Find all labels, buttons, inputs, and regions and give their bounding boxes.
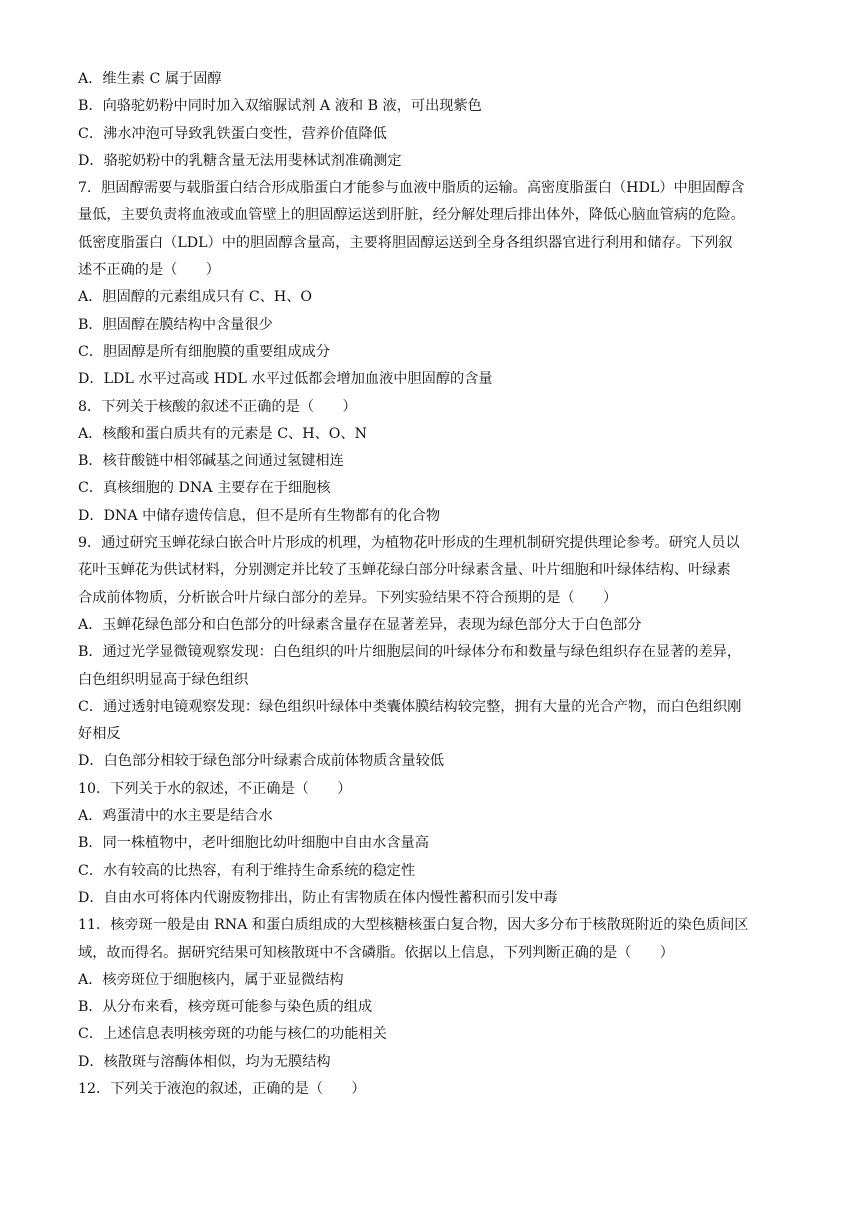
question-10 <box>78 776 792 912</box>
option-a: A．核旁斑位于细胞核内，属于亚显微结构 <box>78 971 344 988</box>
option-b-continued: 白色组织明显高于绿色组织 <box>78 671 249 688</box>
option-a: A．维生素 C 属于固醇 <box>78 71 222 87</box>
option-b: B．从分布来看，核旁斑可能参与染色质的组成 <box>78 999 373 1016</box>
question-text: 8．下列关于核酸的叙述不正确的是（ ） <box>78 398 357 415</box>
question-text: 述不正确的是（ ） <box>78 262 220 279</box>
exam-page <box>78 66 792 1103</box>
question-text: 7．胆固醇需要与载脂蛋白结合形成脂蛋白才能参与血液中脂质的运输。高密度脂蛋白（HDL）中胆固醇含 <box>78 180 745 197</box>
question-9 <box>78 530 792 776</box>
option-a: A．核酸和蛋白质共有的元素是 C、H、O、N <box>78 425 368 442</box>
question-text: 量低，主要负责将血液或血管壁上的胆固醇运送到肝脏，经分解处理后排出体外，降低心脑血管病的危险。 <box>78 207 745 224</box>
question-6-tail <box>78 66 792 175</box>
question-text: 花叶玉蝉花为供试材料，分别测定并比较了玉蝉花绿白部分叶绿素含量、叶片细胞和叶绿体结构、叶绿素 <box>78 562 731 579</box>
option-d: D．白色部分相较于绿色部分叶绿素合成前体物质含量较低 <box>78 753 445 770</box>
option-d: D．骆驼奶粉中的乳糖含量无法用斐林试剂准确测定 <box>78 152 402 169</box>
question-text: 11．核旁斑一般是由 RNA 和蛋白质组成的大型核糖核蛋白复合物，因大多分布于核散斑附近的染色质间区 <box>78 917 749 934</box>
option-b: B．胆固醇在膜结构中含量很少 <box>78 316 273 333</box>
option-d: D．核散斑与溶酶体相似，均为无膜结构 <box>78 1053 331 1070</box>
option-c-continued: 好相反 <box>78 726 121 743</box>
option-a: A．鸡蛋清中的水主要是结合水 <box>78 808 273 825</box>
option-b: B．同一株植物中，老叶细胞比幼叶细胞中自由水含量高 <box>78 835 429 852</box>
option-c: C．胆固醇是所有细胞膜的重要组成成分 <box>78 343 331 360</box>
option-d: D．自由水可将体内代谢废物排出，防止有害物质在体内慢性蓄积而引发中毒 <box>78 889 558 906</box>
question-text: 12．下列关于液泡的叙述，正确的是（ ） <box>78 1080 366 1097</box>
option-c: C．水有较高的比热容，有利于维持生命系统的稳定性 <box>78 862 416 879</box>
option-a: A．胆固醇的元素组成只有 C、H、O <box>78 289 313 306</box>
option-c: C．真核细胞的 DNA 主要存在于细胞核 <box>78 480 331 497</box>
option-c: C．通过透射电镜观察发现：绿色组织叶绿体中类囊体膜结构较完整，拥有大量的光合产物，而白色组织刚 <box>78 698 742 715</box>
question-8 <box>78 394 792 530</box>
option-c: C．上述信息表明核旁斑的功能与核仁的功能相关 <box>78 1026 387 1043</box>
option-d: D．DNA 中储存遗传信息，但不是所有生物都有的化合物 <box>78 507 441 524</box>
option-b: B．向骆驼奶粉中同时加入双缩脲试剂 A 液和 B 液，可出现紫色 <box>78 98 482 115</box>
question-text: 9．通过研究玉蝉花绿白嵌合叶片形成的机理，为植物花叶形成的生理机制研究提供理论参考。研究人员以 <box>78 535 740 552</box>
option-b: B．核苷酸链中相邻碱基之间通过氢键相连 <box>78 453 344 470</box>
question-7 <box>78 175 792 393</box>
question-text: 合成前体物质，分析嵌合叶片绿白部分的差异。下列实验结果不符合预期的是（ ） <box>78 589 618 606</box>
option-d: D．LDL 水平过高或 HDL 水平过低都会增加血液中胆固醇的含量 <box>78 371 493 388</box>
question-text: 10．下列关于水的叙述，不正确是（ ） <box>78 780 352 797</box>
question-11 <box>78 912 792 1076</box>
option-b: B．通过光学显微镜观察发现：白色组织的叶片细胞层间的叶绿体分布和数量与绿色组织存在显著的差异， <box>78 644 742 661</box>
option-a: A．玉蝉花绿色部分和白色部分的叶绿素含量存在显著差异，表现为绿色部分大于白色部分 <box>78 616 642 633</box>
question-text: 低密度脂蛋白（LDL）中的胆固醇含量高，主要将胆固醇运送到全身各组织器官进行利用和储存。下列叙 <box>78 234 733 251</box>
option-c: C．沸水冲泡可导致乳铁蛋白变性，营养价值降低 <box>78 125 387 142</box>
question-text: 域，故而得名。据研究结果可知核散斑中不含磷脂。依据以上信息，下列判断正确的是（ ） <box>78 944 674 961</box>
question-12 <box>78 1076 792 1103</box>
